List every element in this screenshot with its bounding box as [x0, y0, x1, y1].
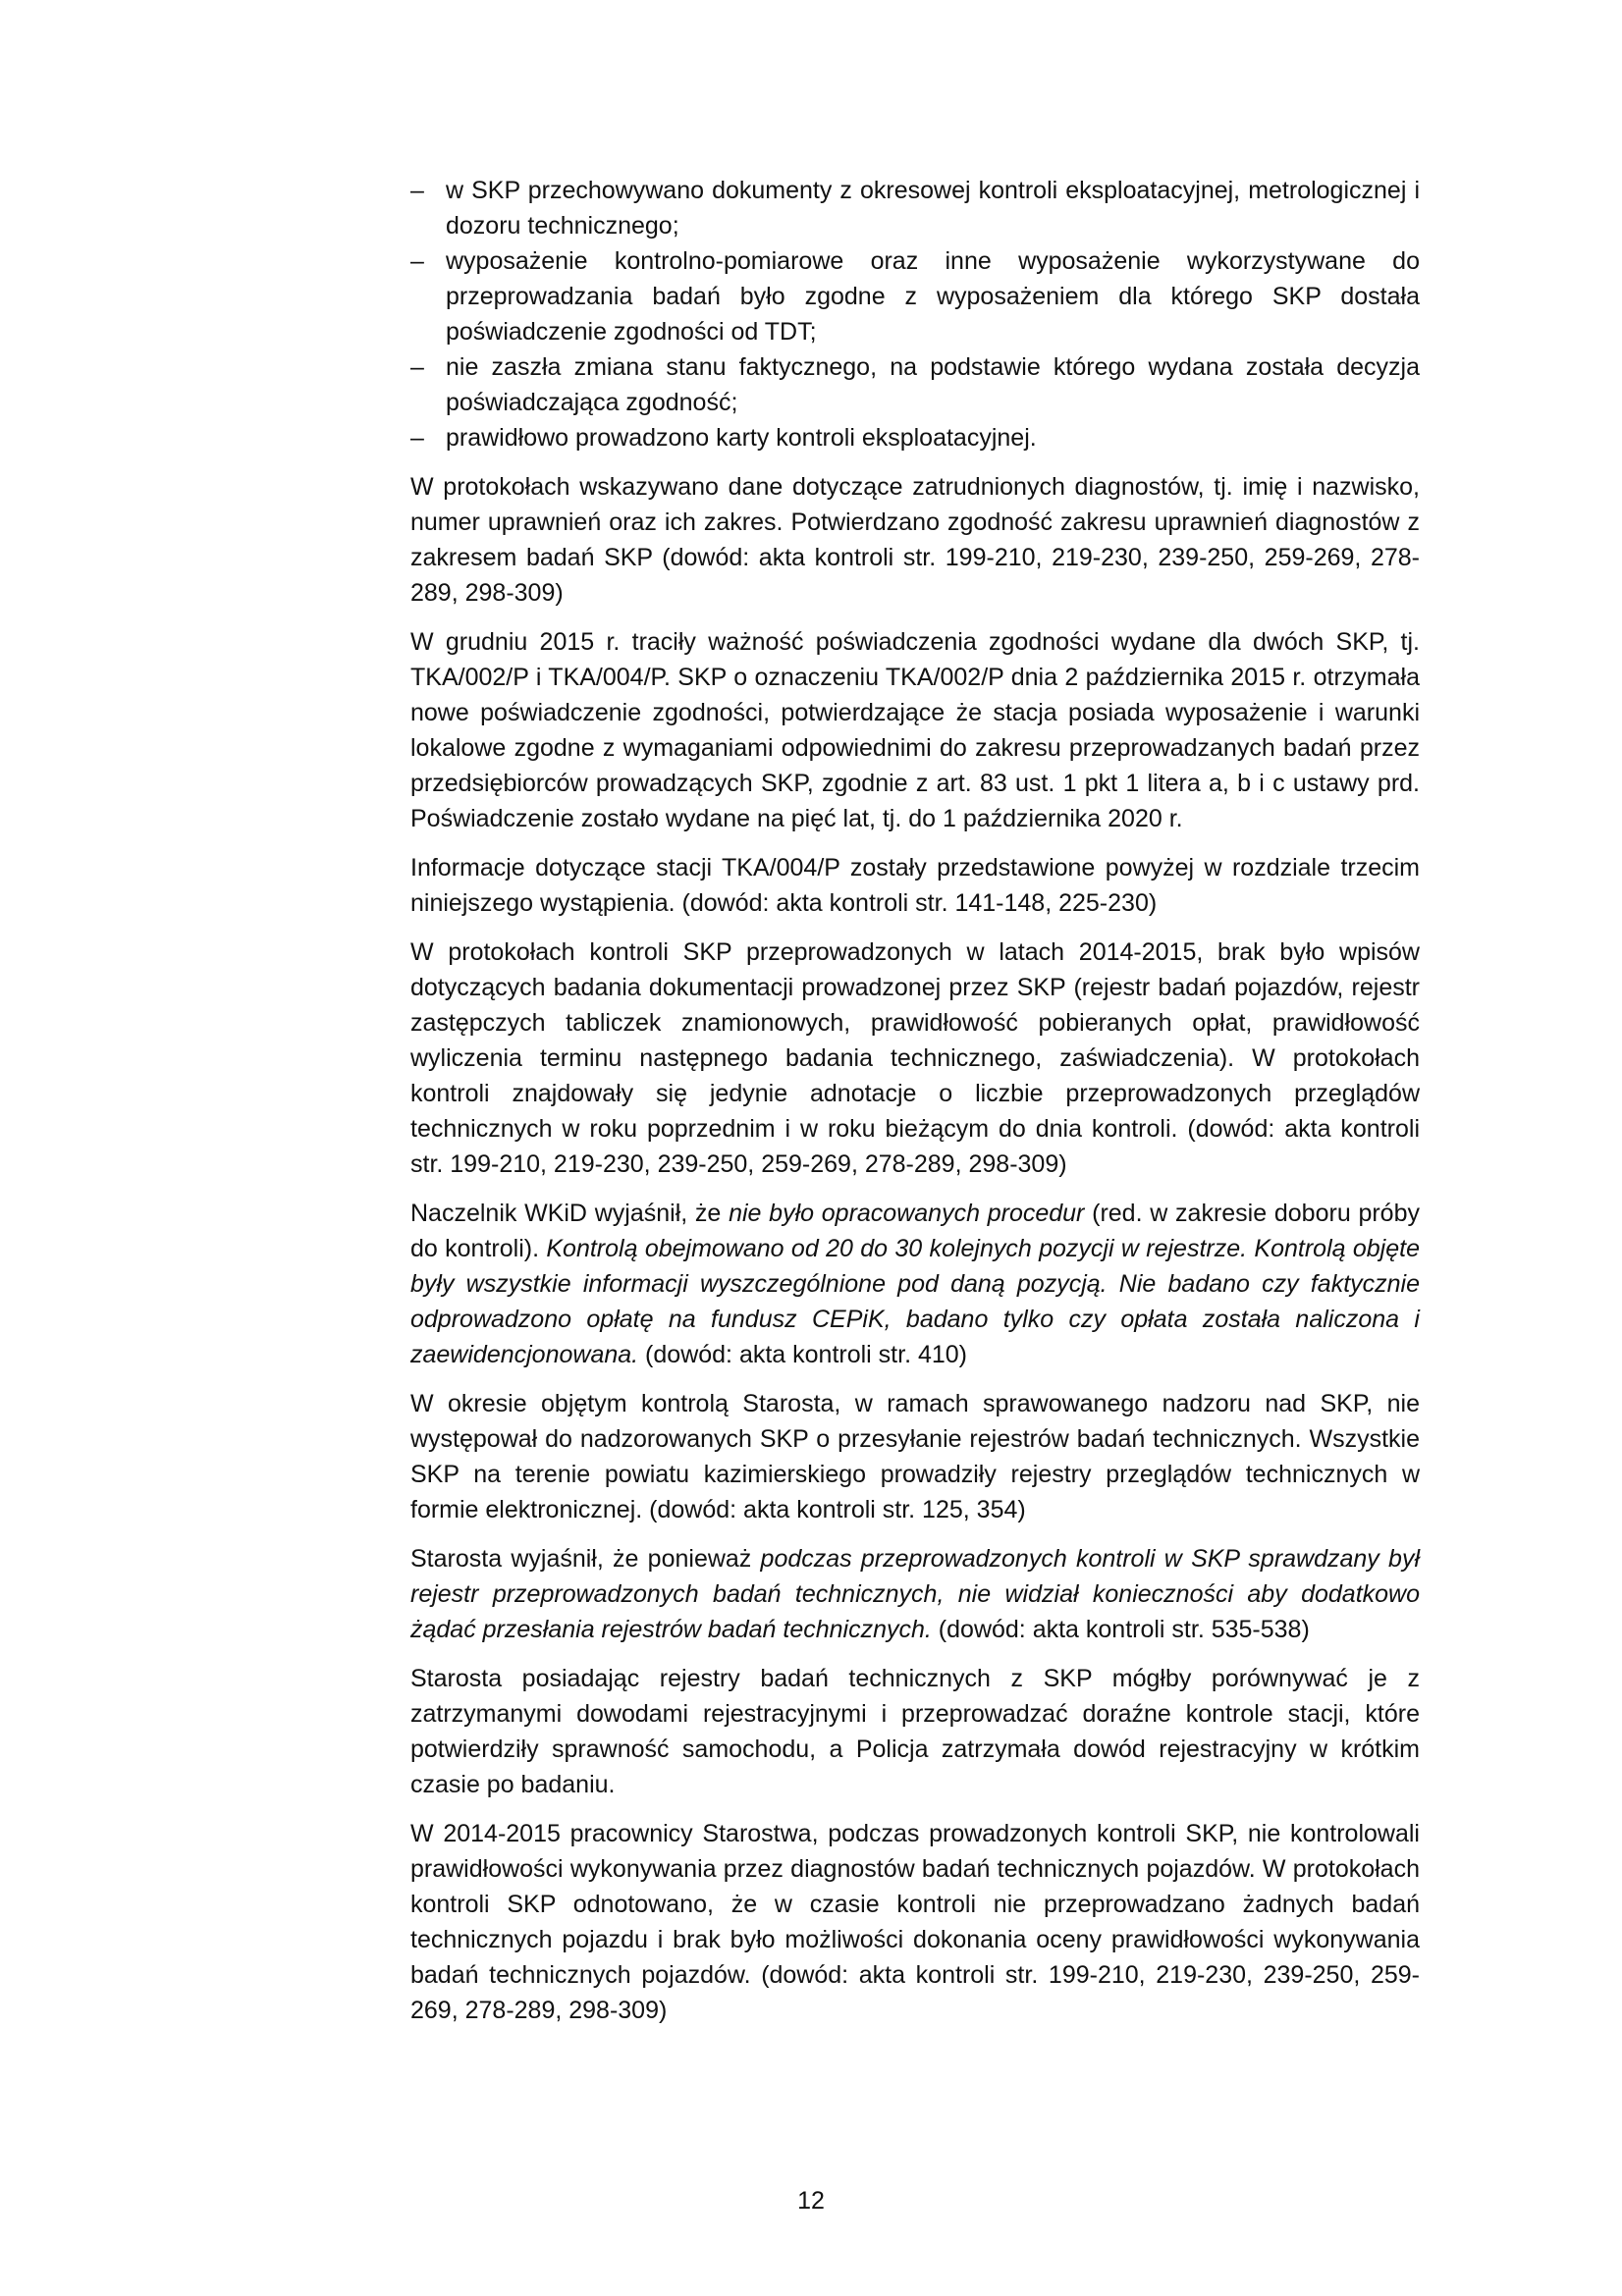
evidence-run: (dowód: akta kontroli str. 410): [638, 1341, 967, 1368]
paragraph-certificates: W grudniu 2015 r. traciły ważność poświadczenia zgodności wydane dla dwóch SKP, tj. TKA/002/P i TKA/004/P. SKP o oznaczeniu TKA/002/P dnia 2 października 2015 r. otrzymała nowe poświadczenie zgodności, potwierdzające że stacja posiada wyposażenie i warunki lokalowe zgodne z wymaganiami odpowiednimi do zakresu przeprowadzanych badań przez przedsiębiorców prowadzących SKP, zgodnie z art. 83 ust. 1 pkt 1 litera a, b i c ustawy prd. Poświadczenie zostało wydane na pięć lat, tj. do 1 października 2020 r.: [410, 628, 1420, 832]
list-item-text: nie zaszła zmiana stanu faktycznego, na podstawie którego wydana została decyzja poświadczająca zgodność;: [446, 353, 1420, 416]
list-item: [410, 243, 1420, 349]
text-run: (red. w zakresie doboru próby do kontroli).: [410, 1200, 1420, 1262]
paragraph-diagnosticians: W protokołach wskazywano dane dotyczące zatrudnionych diagnostów, tj. imię i nazwisko, numer uprawnień oraz ich zakres. Potwierdzano zgodność zakresu uprawnień diagnostów z zakresem badań SKP (dowód: akta kontroli str. 199-210, 219-230, 239-250, 259-269, 278-289, 298-309): [410, 473, 1420, 607]
paragraph-starosta-explanation: [410, 1541, 1420, 1647]
paragraph-registers: Starosta posiadając rejestry badań technicznych z SKP mógłby porównywać je z zatrzymanymi dowodami rejestracyjnymi i przeprowadzać doraźne kontrole stacji, które potwierdziły sprawność samochodu, a Policja zatrzymała dowód rejestracyjny w krótkim czasie po badaniu.: [410, 1665, 1420, 1798]
text-run: Starosta wyjaśnił, że ponieważ: [410, 1545, 761, 1573]
dash-bullet: –: [410, 177, 424, 204]
quote-run: Kontrolą obejmowano od 20 do 30 kolejnych pozycji w rejestrze. Kontrolą objęte były wszystkie informacji wyszczególnione pod daną pozycją. Nie badano czy faktycznie odprowadzono opłatę na fundusz CEPiK, badano tylko czy opłata została naliczona i zaewidencjonowana.: [410, 1235, 1420, 1368]
paragraph-protocol-records: W protokołach kontroli SKP przeprowadzonych w latach 2014-2015, brak było wpisów dotyczących badania dokumentacji prowadzonej przez SKP (rejestr badań pojazdów, rejestr zastępczych tabliczek znamionowych, prawidłowość pobieranych opłat, prawidłowość wyliczenia terminu następnego badania technicznego, zaświadczenia). W protokołach kontroli znajdowały się jedynie adnotacje o liczbie przeprowadzonych przeglądów technicznych w roku poprzednim i w roku bieżącym do dnia kontroli. (dowód: akta kontroli str. 199-210, 219-230, 239-250, 259-269, 278-289, 298-309): [410, 938, 1420, 1178]
quote-run: nie było opracowanych procedur: [729, 1200, 1085, 1227]
paragraph-station-info: Informacje dotyczące stacji TKA/004/P zostały przedstawione powyżej w rozdziale trzecim niniejszego wystąpienia. (dowód: akta kontroli str. 141-148, 225-230): [410, 854, 1420, 917]
list-item: [410, 173, 1420, 243]
paragraph-inspections: W 2014-2015 pracownicy Starostwa, podczas prowadzonych kontroli SKP, nie kontrolowali prawidłowości wykonywania przez diagnostów badań technicznych pojazdów. W protokołach kontroli SKP odnotowano, że w czasie kontroli nie przeprowadzano żadnych badań technicznych pojazdu i brak było możliwości dokonania oceny prawidłowości wykonywania badań technicznych pojazdów. (dowód: akta kontroli str. 199-210, 219-230, 239-250, 259-269, 278-289, 298-309): [410, 1820, 1420, 2024]
evidence-run: (dowód: akta kontroli str. 535-538): [931, 1616, 1310, 1643]
dash-bullet: –: [410, 424, 424, 452]
text-run: Naczelnik WKiD wyjaśnił, że: [410, 1200, 730, 1227]
dash-bullet: –: [410, 353, 424, 381]
quote-run: podczas przeprowadzonych kontroli w SKP sprawdzany był rejestr przeprowadzonych badań technicznych, nie widział konieczności aby dodatkowo żądać przesłania rejestrów badań technicznych.: [410, 1545, 1420, 1643]
list-item-text: w SKP przechowywano dokumenty z okresowej kontroli eksploatacyjnej, metrologicznej i dozoru technicznego;: [446, 177, 1420, 240]
bullet-list: [410, 173, 1420, 455]
page-number: 12: [797, 2187, 825, 2215]
list-item: [410, 349, 1420, 420]
page-content: [410, 173, 1420, 2042]
list-item-text: prawidłowo prowadzono karty kontroli eksploatacyjnej.: [446, 424, 1037, 452]
dash-bullet: –: [410, 247, 424, 275]
paragraph-head-explanation: [410, 1196, 1420, 1372]
paragraph-supervision: W okresie objętym kontrolą Starosta, w ramach sprawowanego nadzoru nad SKP, nie występował do nadzorowanych SKP o przesyłanie rejestrów badań technicznych. Wszystkie SKP na terenie powiatu kazimierskiego prowadziły rejestry przeglądów technicznych w formie elektronicznej. (dowód: akta kontroli str. 125, 354): [410, 1390, 1420, 1523]
list-item-text: wyposażenie kontrolno-pomiarowe oraz inne wyposażenie wykorzystywane do przeprowadzania badań było zgodne z wyposażeniem dla którego SKP dostała poświadczenie zgodności od TDT;: [446, 247, 1420, 346]
list-item: [410, 420, 1420, 455]
